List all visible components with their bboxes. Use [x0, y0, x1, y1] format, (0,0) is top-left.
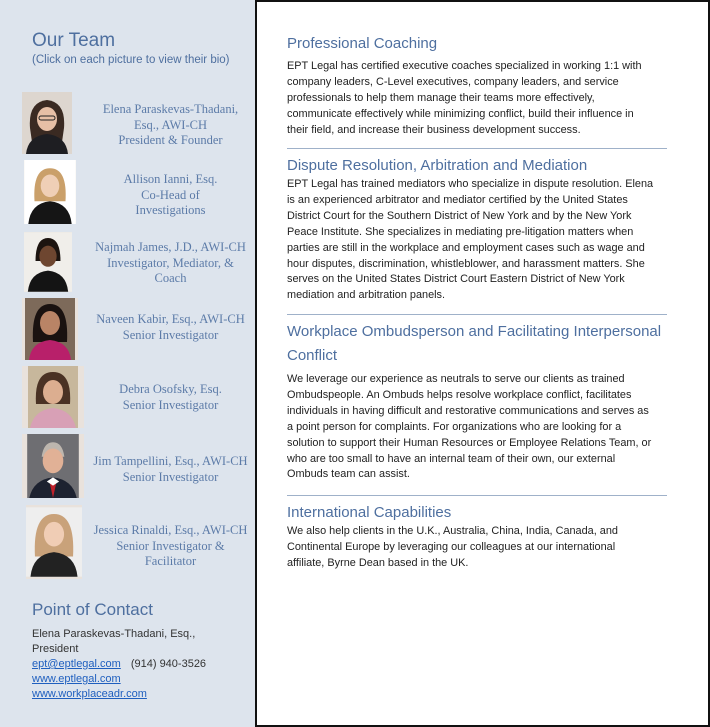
team-member-allison	[0, 160, 255, 230]
member-name-block	[88, 382, 253, 413]
website-link-workplaceadr[interactable]: www.workplaceadr.com	[32, 688, 147, 700]
body-line: who are too small to have an internal team of their own, our external	[287, 452, 616, 465]
body-line: Continental Europe by leveraging our colleagues at our international	[287, 540, 616, 553]
body-line: company leaders, C-Level executives, company leaders, and service	[287, 75, 619, 88]
website-link-eptlegal[interactable]: www.eptlegal.com	[32, 673, 121, 685]
services-panel	[255, 0, 710, 727]
member-name: Najmah James, J.D., AWI-CH	[95, 240, 246, 254]
member-name: Naveen Kabir, Esq., AWI-CH	[96, 312, 245, 326]
member-role: Senior Investigator	[122, 469, 219, 484]
section-body-international	[287, 524, 687, 572]
body-line: professionals to help them manage their teams more effectively,	[287, 91, 595, 104]
member-name: Debra Osofsky, Esq.	[119, 382, 222, 396]
team-sidebar	[0, 0, 255, 727]
member-name-block	[88, 454, 253, 485]
body-line: parties are still in the workplace and employment cases such as wage and	[287, 241, 645, 254]
section-title-international: International Capabilities	[287, 504, 452, 521]
contact-name: Elena Paraskevas-Thadani, Esq.,	[32, 628, 196, 640]
team-member-debra	[0, 366, 255, 436]
body-line: We leverage our experience as neutrals to serve our clients as trained	[287, 373, 625, 385]
body-line: mediation and arbitration panels.	[287, 289, 446, 302]
team-member-jim	[0, 434, 255, 504]
body-line: is an experienced arbitrator and mediator certified by the United States	[287, 193, 628, 206]
body-line: EPT Legal has certified executive coaches specialized in working 1:1 with	[287, 60, 642, 72]
member-role: Senior Investigator &	[116, 538, 225, 553]
photo-debra[interactable]	[22, 366, 84, 428]
member-role: Senior Investigator	[122, 327, 219, 342]
section-body-coaching	[287, 59, 687, 139]
contact-info	[32, 627, 206, 702]
member-role: Facilitator	[144, 554, 197, 568]
member-name-block	[88, 523, 253, 570]
body-line: District Court for the Southern District of New York and by the New York	[287, 209, 632, 222]
section-body-ombuds	[287, 372, 687, 483]
body-line: Peace Institute. She specializes in mediating pre-litigation matters when	[287, 225, 634, 238]
section-title-ombuds	[287, 320, 661, 368]
member-role: Co-Head of	[141, 187, 200, 202]
body-line: communicate effectively while minimizing conflict, build their influence in	[287, 107, 634, 120]
body-line: EPT Legal has trained mediators who specialize in dispute resolution. Elena	[287, 178, 654, 190]
photo-elena[interactable]	[22, 92, 72, 154]
member-name-block	[88, 240, 253, 287]
body-line: individuals in having difficult and restorative communications and serves as	[287, 404, 649, 417]
photo-jim[interactable]	[22, 434, 84, 498]
member-role: Coach	[154, 271, 187, 285]
member-name: Allison Ianni, Esq.	[123, 172, 218, 186]
member-name-block	[88, 312, 253, 343]
section-title-dispute: Dispute Resolution, Arbitration and Mediation	[287, 157, 588, 174]
contact-email-row	[32, 657, 206, 672]
section-title-coaching: Professional Coaching	[287, 35, 438, 52]
member-role: Investigations	[135, 203, 206, 217]
section-divider	[287, 314, 667, 315]
photo-allison[interactable]	[24, 160, 76, 224]
photo-naveen[interactable]	[22, 298, 78, 360]
body-line: solution to support their Human Resources or Employee Relations Team, or	[287, 436, 652, 449]
body-line: a point person for complaints. For organizations who are looking for a	[287, 420, 622, 433]
photo-jessica[interactable]	[26, 505, 82, 579]
section-title-line: Conflict	[287, 347, 338, 364]
body-line: Ombudspeople. An Ombuds helps resolve workplace conflict, facilitates	[287, 388, 632, 401]
contact-phone: (914) 940-3526	[130, 658, 207, 670]
body-line: We also help clients in the U.K., Australia, China, India, Canada, and	[287, 525, 618, 537]
section-divider	[287, 495, 667, 496]
body-line: affiliate, Byrne Dean based in the UK.	[287, 556, 469, 569]
team-title: Our Team	[32, 30, 116, 51]
body-line: hour disputes, discrimination, whistleblower, and harassment matters. She	[287, 257, 645, 270]
body-line: serves on the United States District Court Eastern District of New York	[287, 273, 625, 286]
section-divider	[287, 148, 667, 149]
member-role: President & Founder	[118, 133, 223, 147]
member-name: Elena Paraskevas-Thadani,	[102, 102, 239, 116]
team-member-naveen	[0, 298, 255, 368]
section-body-dispute	[287, 177, 687, 304]
section-title-line: Workplace Ombudsperson and Facilitating Interpersonal	[287, 323, 662, 340]
member-name-block	[88, 102, 253, 149]
member-role: Investigator, Mediator, &	[107, 255, 234, 270]
body-line: their field, and increase their business development success.	[287, 123, 581, 136]
member-name: Jessica Rinaldi, Esq., AWI-CH	[93, 523, 248, 537]
member-role: Senior Investigator	[122, 397, 219, 412]
team-member-elena	[0, 92, 255, 162]
team-subtitle: (Click on each picture to view their bio)	[32, 54, 230, 66]
member-name: Jim Tampellini, Esq., AWI-CH	[93, 454, 248, 468]
member-credentials: Esq., AWI-CH	[134, 117, 207, 132]
photo-najmah[interactable]	[24, 232, 72, 292]
team-member-jessica	[0, 505, 255, 575]
body-line: Ombuds team can assist.	[287, 468, 410, 481]
team-member-najmah	[0, 232, 255, 302]
member-name-block	[88, 172, 253, 219]
contact-email-link[interactable]: ept@eptlegal.com	[32, 658, 121, 670]
contact-title: Point of Contact	[32, 600, 153, 619]
contact-role: President	[32, 643, 79, 655]
